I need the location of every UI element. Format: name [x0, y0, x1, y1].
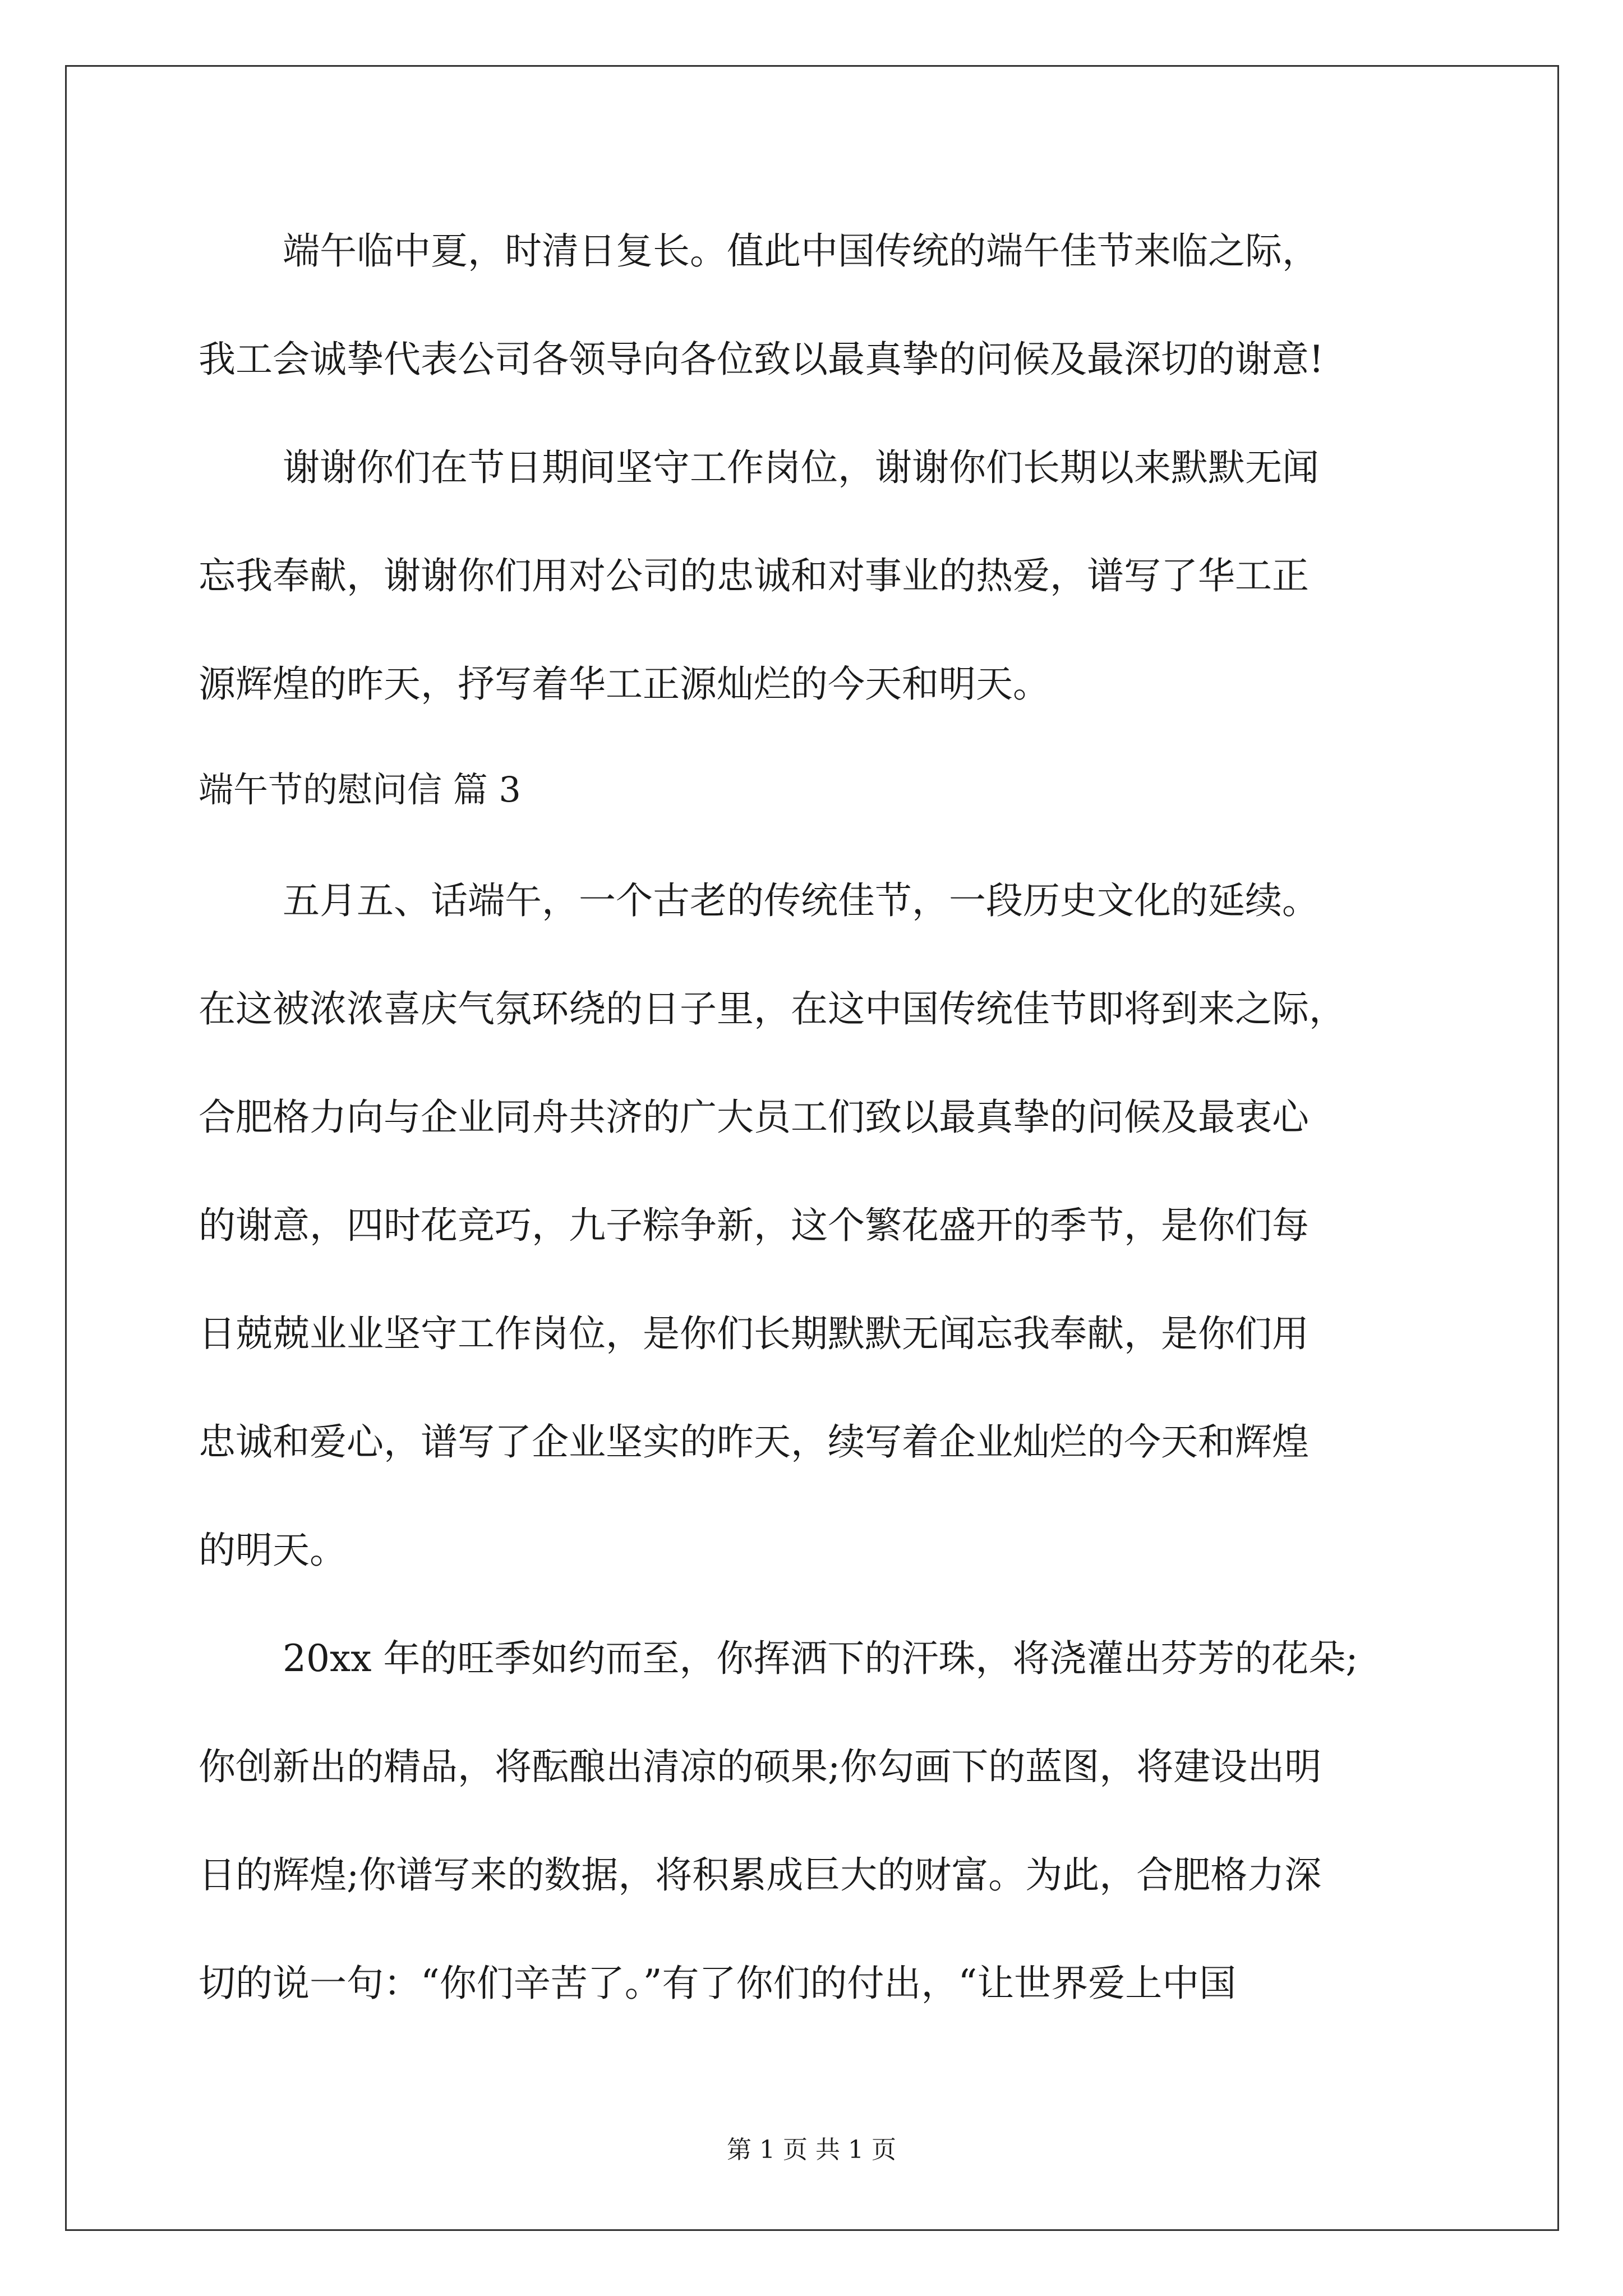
paragraph-3-line-4: 的谢意，四时花竞巧，九子粽争新，这个繁花盛开的季节，是你们每 [199, 1204, 1309, 1247]
paragraph-1-line-1: 端午临中夏，时清日复长。值此中国传统的端午佳节来临之际， [283, 229, 1319, 273]
paragraph-4-line-4: 切的说一句：“你们辛苦了。”有了你们的付出，“让世界爱上中国 [199, 1962, 1237, 2005]
paragraph-3-line-1: 五月五、话端午，一个古老的传统佳节，一段历史文化的延续。 [283, 879, 1319, 922]
paragraph-4-line-2: 你创新出的精品，将酝酿出清凉的硕果;你勾画下的蓝图，将建设出明 [199, 1745, 1322, 1788]
paragraph-2-line-1: 谢谢你们在节日期间坚守工作岗位，谢谢你们长期以来默默无闻 [283, 446, 1319, 489]
paragraph-3-line-2: 在这被浓浓喜庆气氛环绕的日子里，在这中国传统佳节即将到来之际， [199, 987, 1346, 1030]
paragraph-3-line-5: 日兢兢业业坚守工作岗位，是你们长期默默无闻忘我奉献，是你们用 [199, 1312, 1309, 1355]
section-heading: 端午节的慰问信 篇 3 [199, 769, 521, 810]
paragraph-2-line-3: 源辉煌的昨天，抒写着华工正源灿烂的今天和明天。 [199, 662, 1050, 706]
page-border [65, 65, 1559, 2231]
paragraph-4-line-3: 日的辉煌;你谱写来的数据，将积累成巨大的财富。为此，合肥格力深 [199, 1853, 1322, 1897]
paragraph-2-line-2: 忘我奉献，谢谢你们用对公司的忠诚和对事业的热爱，谱写了华工正 [199, 554, 1309, 597]
paragraph-3-line-3: 合肥格力向与企业同舟共济的广大员工们致以最真挚的问候及最衷心 [199, 1096, 1309, 1139]
paragraph-3-line-6: 忠诚和爱心，谱写了企业坚实的昨天，续写着企业灿烂的今天和辉煌 [199, 1420, 1309, 1464]
paragraph-1-line-2: 我工会诚挚代表公司各领导向各位致以最真挚的问候及最深切的谢意! [199, 338, 1324, 381]
paragraph-3-line-7: 的明天。 [199, 1529, 347, 1572]
paragraph-4-line-1: 20xx 年的旺季如约而至，你挥洒下的汗珠，将浇灌出芬芳的花朵; [283, 1637, 1358, 1680]
page-number-footer: 第 1 页 共 1 页 [727, 2136, 896, 2164]
